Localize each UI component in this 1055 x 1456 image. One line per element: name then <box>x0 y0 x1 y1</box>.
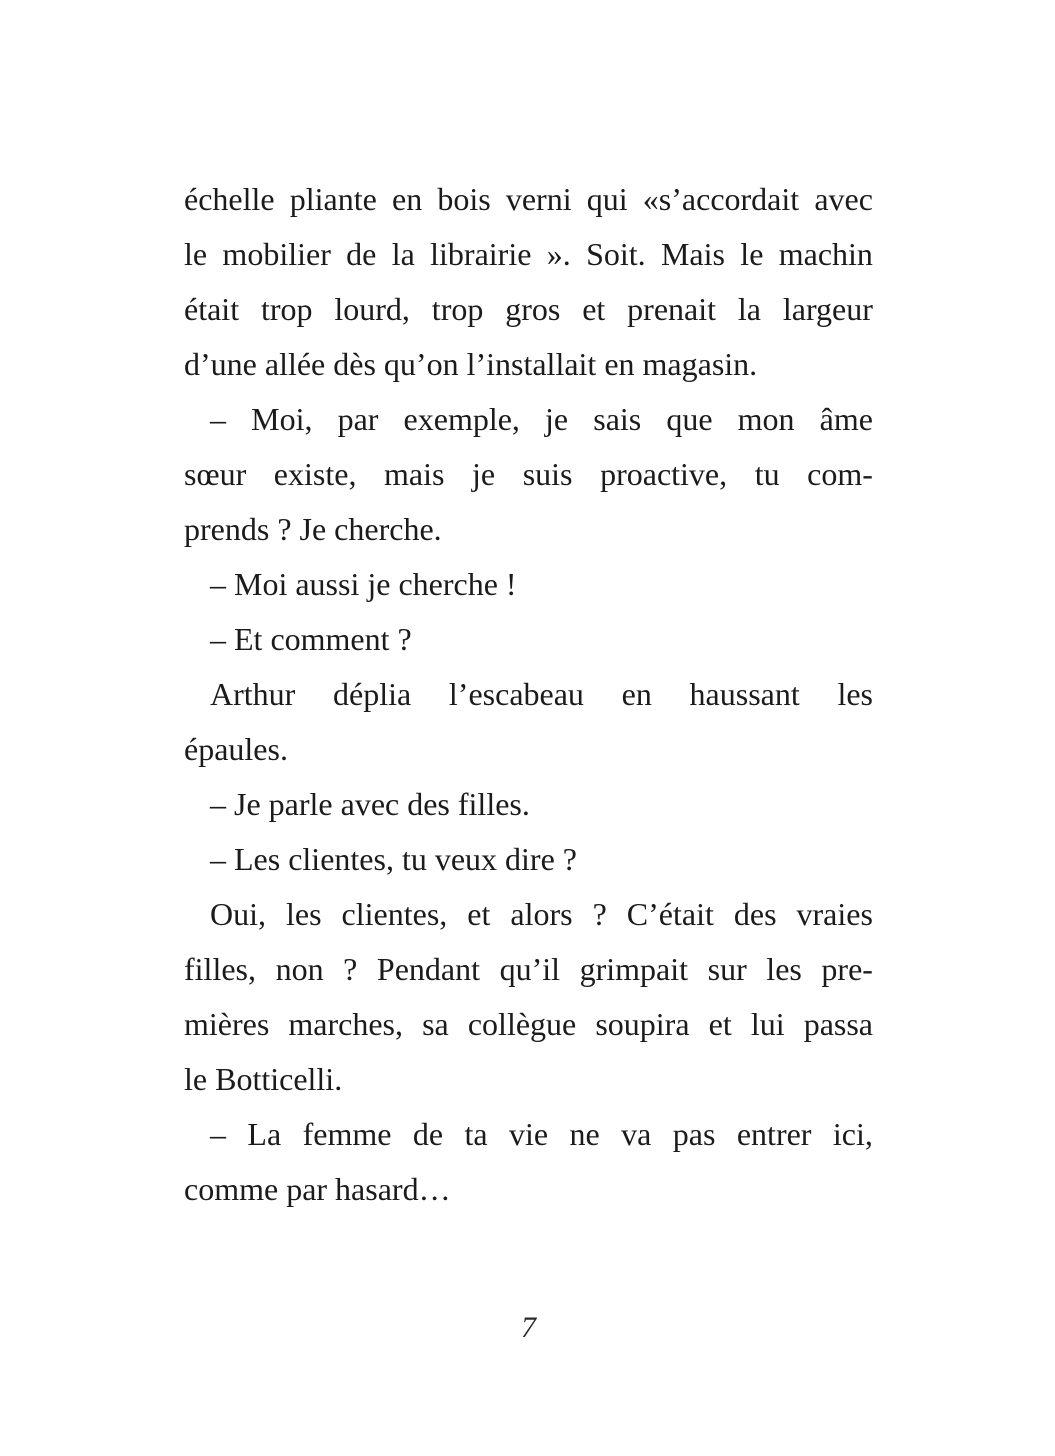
paragraph <box>184 392 873 557</box>
text-line: comme par hasard… <box>184 1171 451 1207</box>
text-line: – La femme de ta vie ne va pas entrer ici, <box>210 1116 873 1152</box>
text-line: filles, non ? Pendant qu’il grimpait sur les pre- <box>184 951 873 987</box>
text-line: Oui, les clientes, et alors ? C’était des vraies <box>210 896 873 932</box>
text-line: Arthur déplia l’escabeau en haussant les <box>210 676 873 712</box>
text-line: – Je parle avec des filles. <box>210 786 530 822</box>
paragraph <box>184 612 873 667</box>
text-line: mières marches, sa collègue soupira et lui passa <box>184 1006 873 1042</box>
text-line: épaules. <box>184 731 288 767</box>
paragraph <box>184 887 873 1107</box>
text-line: – Moi, par exemple, je sais que mon âme <box>210 401 873 437</box>
page-number: 7 <box>521 1311 536 1344</box>
paragraph <box>184 557 873 612</box>
text-line: le mobilier de la librairie ». Soit. Mais le machin <box>184 236 873 272</box>
paragraph <box>184 1107 873 1217</box>
text-block <box>184 172 873 1217</box>
text-line: échelle pliante en bois verni qui «s’accordait avec <box>184 181 873 217</box>
paragraph <box>184 832 873 887</box>
paragraph <box>184 172 873 392</box>
paragraph <box>184 667 873 777</box>
paragraph <box>184 777 873 832</box>
text-line: – Moi aussi je cherche ! <box>210 566 517 602</box>
text-line: sœur existe, mais je suis proactive, tu com- <box>184 456 873 492</box>
text-line: le Botticelli. <box>184 1061 343 1097</box>
text-line: d’une allée dès qu’on l’installait en magasin. <box>184 346 758 382</box>
text-line: – Et comment ? <box>210 621 412 657</box>
text-line: prends ? Je cherche. <box>184 511 442 547</box>
text-line: était trop lourd, trop gros et prenait la largeur <box>184 291 873 327</box>
text-line: – Les clientes, tu veux dire ? <box>210 841 577 877</box>
